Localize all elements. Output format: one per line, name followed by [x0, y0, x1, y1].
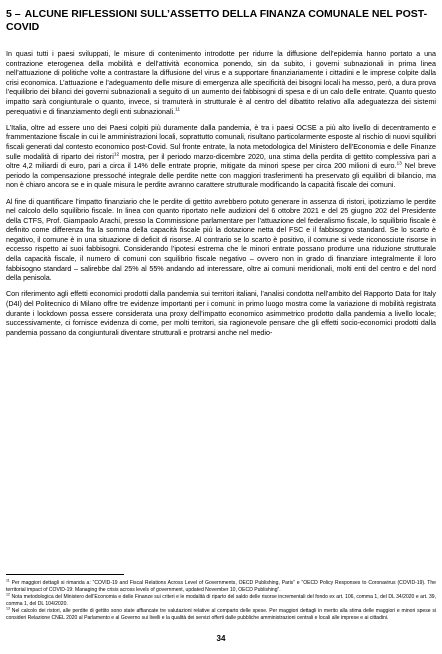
paragraph [6, 290, 436, 338]
paragraph-text: Al fine di quantificare l’impatto finanziario che le perdite di gettito avrebbero potuto generare in assenza di ristori, ipotizziamo le perdite nel calcolo dello squilibrio fiscale. In linea con quanto riportato nelle audizioni del 6 ottobre 2021 e del 25 giugno 202 del Presidente della CTFS, Prof. Giampaolo Arachi, presso la Commissione parlamentare per l’attuazione del federalismo fiscale, lo squilibrio fiscale è definito come differenza fra la somma della capacità fiscale più la dotazione netta del FSC e il fabbisogno standard. Se lo scarto è negativo, il comune è in una situazione di deficit di risorse. Al contrario se lo scarto è positivo, il comune si vede riconosciute risorse in eccesso rispetto ai suoi fabbisogni. Considerando l’ipotesi estrema che le minori entrate possano produrre una riduzione strutturale della capacità fiscale, il numero di comuni con squilibrio fiscale negativo – ovvero non in grado di finanziare integralmente il loro fabbisogno standard – salirebbe dal 25% al 55% andando ad interessare, oltre ai comuni meridionali, molti enti del centro e del nord della penisola. [6, 197, 436, 283]
paragraph [6, 198, 436, 284]
footnote-text: Nel calcolo dei ristori, alle perdite di gettito sono state affiancate tre valutazioni relative al comparto delle spese. Per maggiori dettagli in merito alla stima delle maggiori e minori spese si consideri Relazione CNEL 2020 al Parlamento e al Governo sui livelli e la qualità dei servizi offerti dalle pubbliche amministrazioni centrali e locali alle imprese e ai cittadini. [6, 608, 436, 621]
section-heading [6, 8, 436, 34]
paragraph [6, 124, 436, 191]
paragraph-text: mostra, per il periodo marzo-dicembre 2020, una stima della perdita di gettito complessiva pari a oltre 4,2 miliardi di euro, pari a circa il 14% delle entrate proprie, mitigate da minori spese per circa 200 milioni di euro. [6, 152, 436, 171]
body-text [6, 50, 436, 345]
footnote-text: Per maggiori dettagli si rimanda a: “COVID-19 and Fiscal Relations Across Level of Governments, OECD Publishing, Paris” e “OECD Policy Responses to Coronavirus (COVID-19). The territorial impact of COVID-19: Managing the crisis across levels of government, updated November 10, OECD Publishing”. [6, 580, 436, 593]
footnote-number: 12 [6, 592, 10, 597]
footnote-number: 13 [6, 606, 10, 611]
paragraph-text: L’Italia, oltre ad essere uno dei Paesi colpiti più duramente dalla pandemia, è tra i paesi OCSE a più alto livello di decentramento e frammentazione fiscale in cui le amministrazioni locali, soprattutto comunali, risultano particolarmente esposte al rischio di nuovi squilibri fiscali generati dal contesto economico post-Covid. Sul fronte entrate, la nota metodologica del Ministero dell’Economia e delle Finanze sulle modalità di riparto dei ristori [6, 123, 436, 161]
footnote [6, 580, 436, 593]
footnotes [6, 580, 436, 622]
footnote [6, 594, 436, 607]
footnote [6, 608, 436, 621]
footnote-ref: 12 [113, 152, 120, 158]
paragraph-text: Nel breve periodo la compensazione pressoché integrale delle perdite nette con maggiori trasferimenti ha preservato gli equilibri di bilancio, ma non è chiaro ancora se e in quale misura le perdite avranno carattere strutturale modificando la capacità fiscale dei comuni. [6, 162, 436, 190]
page-number: 34 [216, 634, 226, 643]
footnote-ref: 13 [396, 161, 402, 167]
footnote-text: Nota metodologica del Ministero dell’Economia e delle Finanze sui criteri e le modalità di riparto del saldo delle risorse incrementali del fondo ex art. 106, comma 1, del DL 34/2020 e art. 39, comma 1, del DL 104/2020. [6, 594, 436, 607]
section-title: ALCUNE RIFLESSIONI SULL’ASSETTO DELLA FINANZA COMUNALE NEL POST-COVID [6, 8, 428, 33]
footnote-ref: 11 [175, 107, 181, 113]
paragraph [6, 50, 436, 117]
footnote-separator [6, 574, 124, 575]
paragraph-text: Con riferimento agli effetti economici prodotti dalla pandemia sui territori italiani, l’analisi condotta nell’ambito del Rapporto Data for Italy (D4I) del Politecnico di Milano offre tre evidenze importanti per i comuni: in primo luogo mostra come la variazione di mobilità registrata durante i lockdown possa essere considerata una proxy dell’impatto economico asimmetrico prodotto dalla pandemia a livello locale; successivamente, ci fornisce evidenza di come, per molti territori, sia ragionevole pensare che gli effetti socio-economici prodotti dalla pandemia possano da congiunturali diventare strutturali e protrarsi anche nel medio- [6, 290, 436, 337]
section-number: 5 – [6, 8, 21, 20]
paragraph-text: In quasi tutti i paesi sviluppati, le misure di contenimento introdotte per ridurre la diffusione dell’epidemia hanno portato a una contrazione eterogenea della mobilità e dell’attività economica ponendo, sin da subito, i governi subnazionali in prima linea nell’attuazione di politiche volte a contrastare la diffusione del virus e a supportare finanziariamente i cittadini e le imprese colpite dalla crisi economica. L’attuazione e l’adeguamento delle misure di emergenza alle specificità dei bisogni locali ha messo, però, a dura prova l’equilibrio dei bilanci dei governi subnazionali a seguito di un aumento dei fabbisogni di spesa e di un calo delle entrate. Quanto questo impatto sarà congiunturale o quanto, invece, si tramuterà in strutturale è al centro del dibattito relativo alla adeguatezza dei sistemi perequativi e di finanziamento degli enti subnazionali. [6, 50, 436, 116]
footnote-number: 11 [6, 578, 10, 583]
